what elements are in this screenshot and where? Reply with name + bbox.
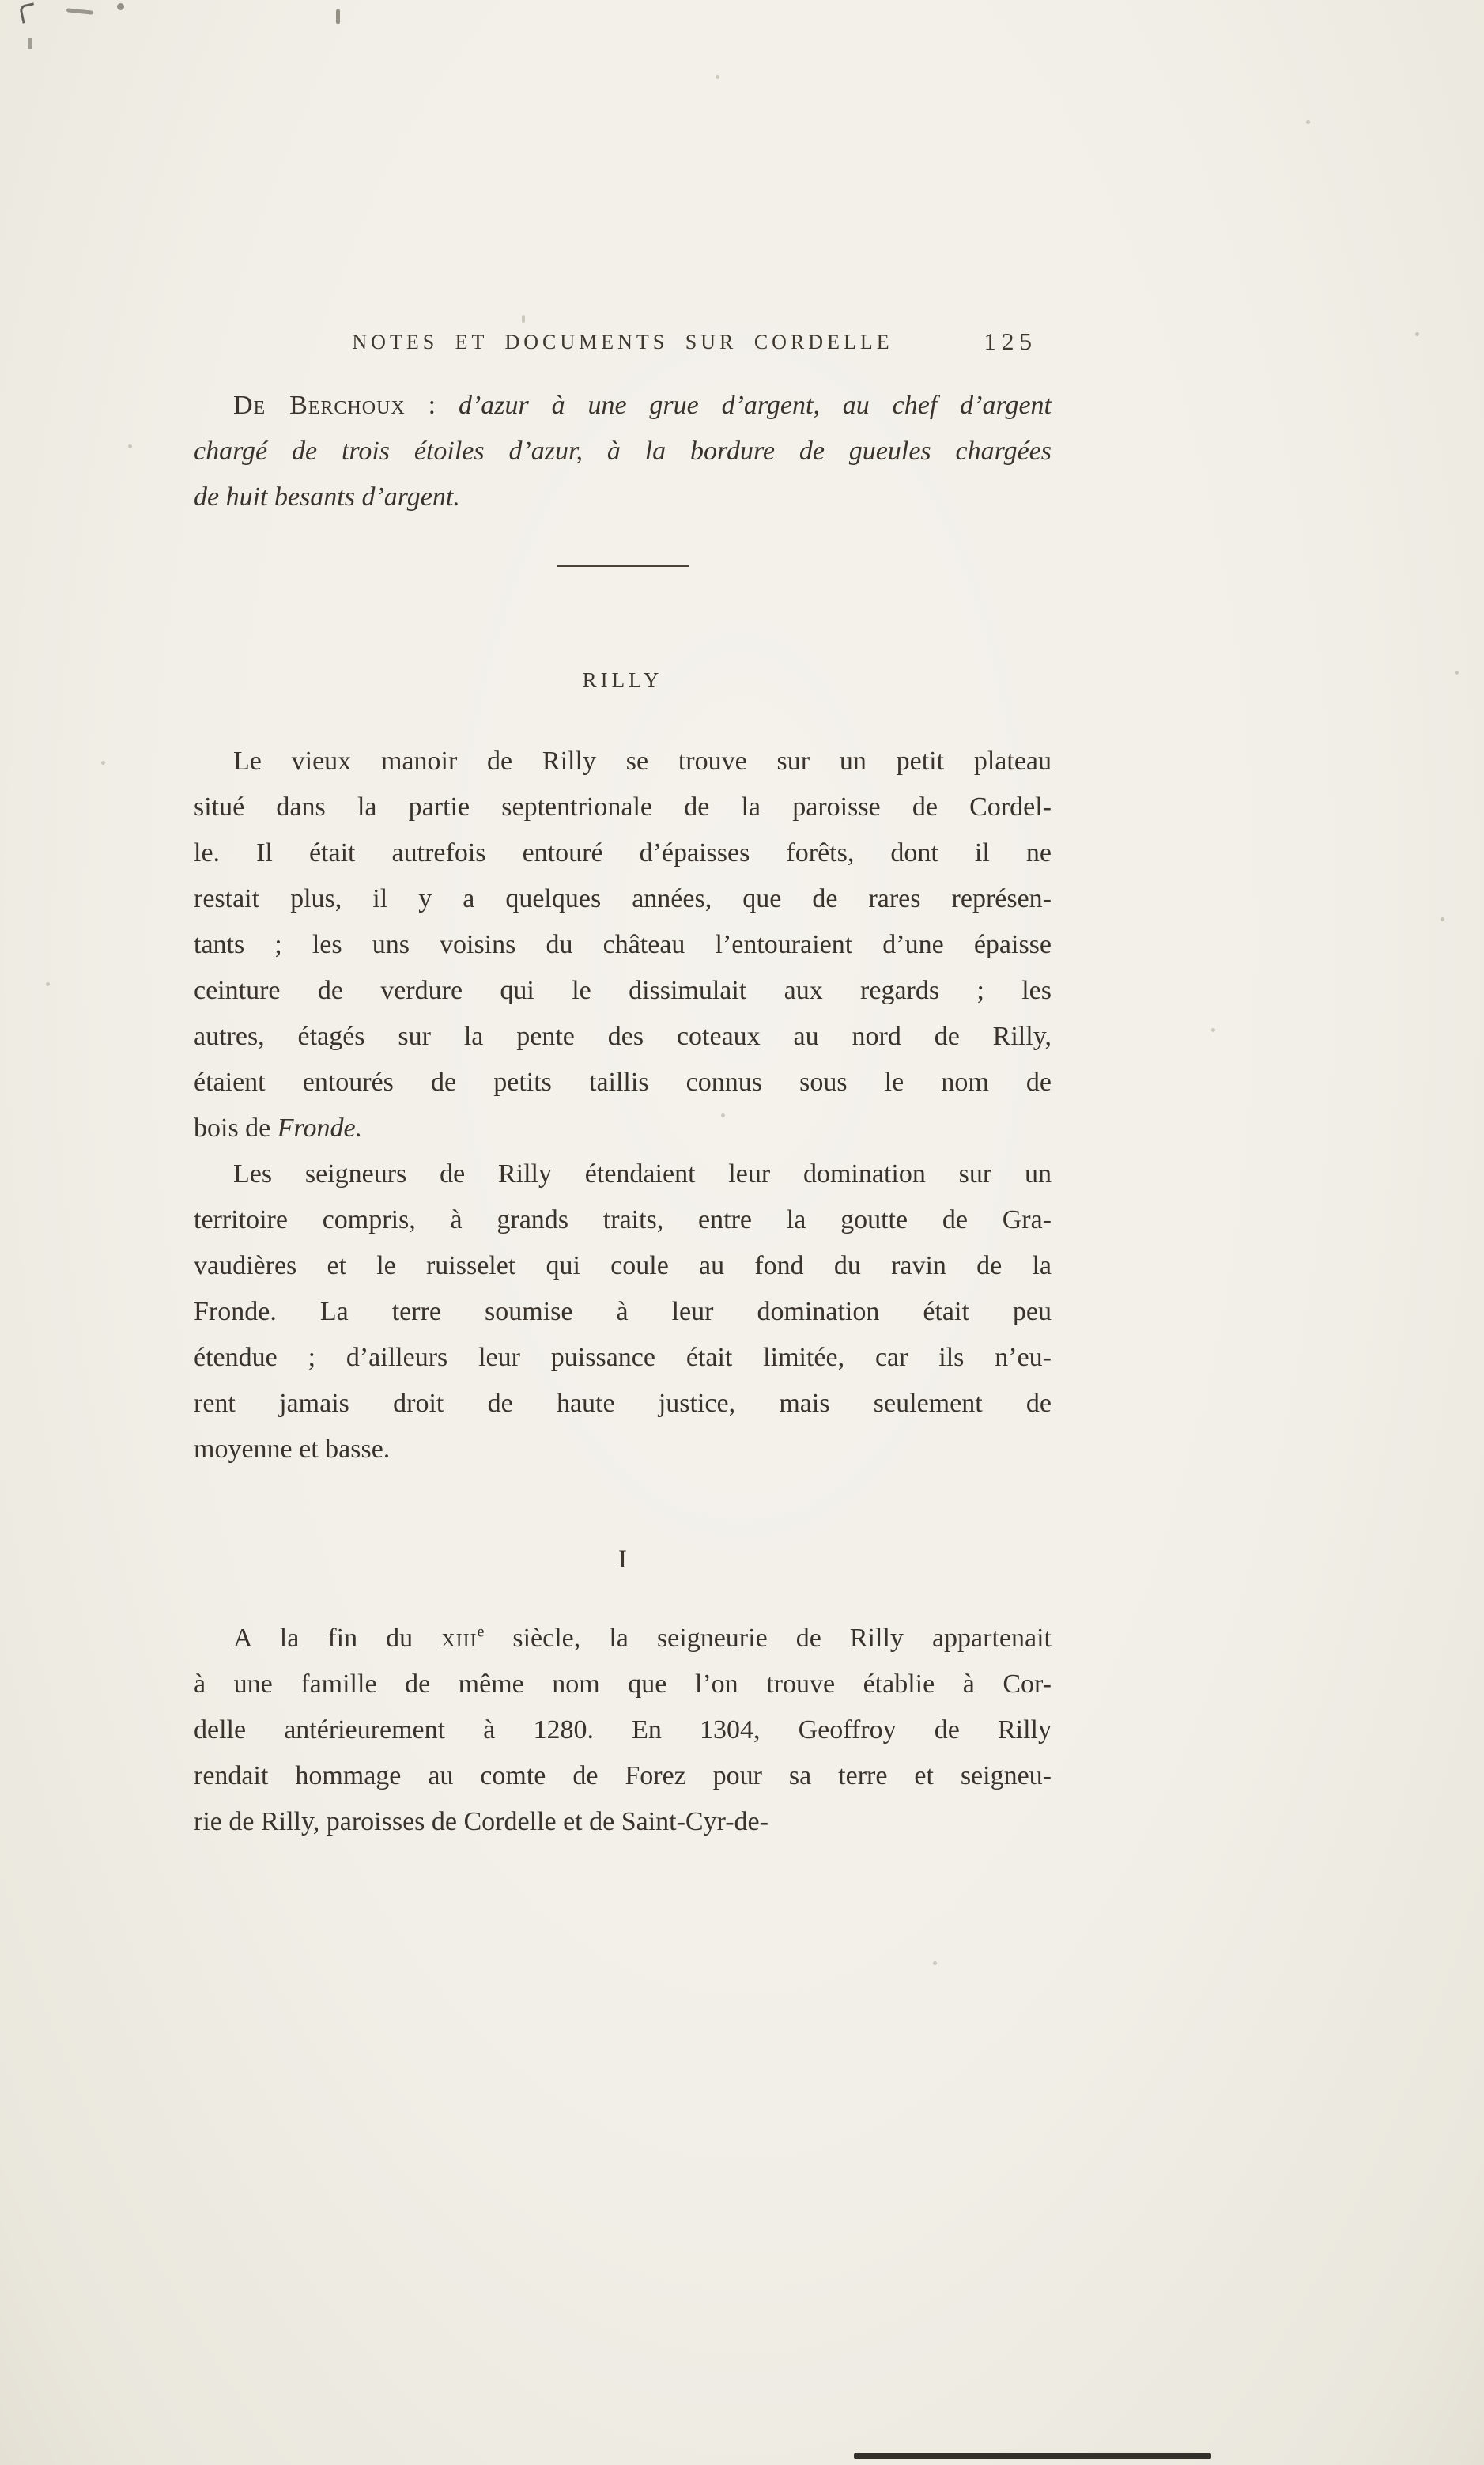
- text-line: rent jamais droit de haute justice, mais seulement de: [194, 1389, 1052, 1418]
- blazon-first-line: [194, 383, 1052, 429]
- text-line: tants ; les uns voisins du château l’entouraient d’une épaisse: [194, 930, 1052, 959]
- text-run: bois de: [194, 1113, 278, 1143]
- text-line: moyenne et basse.: [194, 1435, 391, 1464]
- blazon-lines: [194, 429, 1052, 520]
- blazon-text: d’azur à une grue d’argent, au chef d’argent: [458, 391, 1052, 420]
- paragraph-rilly-2: [194, 1151, 1052, 1473]
- blazon-paragraph: [194, 383, 1052, 520]
- paragraph-lines: [194, 1151, 1052, 1473]
- running-header: [194, 327, 1052, 364]
- scan-speck: [101, 761, 105, 765]
- separator: :: [405, 391, 459, 420]
- text-line: le. Il était autrefois entouré d’épaisses forêts, dont il ne: [194, 838, 1052, 868]
- text-line: autres, étagés sur la pente des coteaux au nord de Rilly,: [194, 1022, 1052, 1051]
- text-line: à une famille de même nom que l’on trouve établie à Cor-: [194, 1669, 1052, 1699]
- century-numeral: xiii: [441, 1624, 478, 1653]
- page-number: 125: [984, 327, 1037, 355]
- text-run: A la fin du: [233, 1624, 442, 1653]
- paragraph-lines: [194, 1662, 1052, 1845]
- text-run: siècle, la seigneurie de Rilly appartenait: [484, 1624, 1052, 1653]
- header-title: NOTES ET DOCUMENTS SUR CORDELLE: [352, 331, 893, 353]
- text-line: vaudières et le ruisselet qui coule au fond du ravin de la: [194, 1251, 1052, 1280]
- section-divider: [557, 565, 689, 567]
- paragraph-lines: [194, 739, 1052, 1106]
- text-line: territoire compris, à grands traits, entre la goutte de Gra-: [194, 1205, 1052, 1234]
- text-line: Les seigneurs de Rilly étendaient leur domination sur un: [233, 1159, 1052, 1189]
- text-line: restait plus, il y a quelques années, que de rares représen-: [194, 884, 1052, 913]
- section-heading-one: I: [618, 1545, 627, 1574]
- scan-speck: [1415, 332, 1419, 336]
- scan-speck: [933, 1961, 937, 1965]
- text-line: Le vieux manoir de Rilly se trouve sur un petit plateau: [233, 747, 1052, 776]
- text-line: étendue ; d’ailleurs leur puissance était limitée, car ils n’eu-: [194, 1343, 1052, 1372]
- scan-mark: [66, 8, 93, 15]
- text-line: [194, 1616, 1052, 1662]
- scan-speck: [128, 444, 132, 448]
- text-line: rie de Rilly, paroisses de Cordelle et de Saint-Cyr-de-: [194, 1807, 768, 1836]
- scan-speck: [1441, 917, 1444, 921]
- scan-speck: [1211, 1028, 1215, 1032]
- text-line: Fronde. La terre soumise à leur domination était peu: [194, 1297, 1052, 1326]
- scan-mark: [117, 3, 124, 10]
- text-run-italic: Fronde.: [277, 1113, 363, 1143]
- scan-speck: [1455, 671, 1459, 675]
- text-line: ceinture de verdure qui le dissimulait aux regards ; les: [194, 976, 1052, 1005]
- text-line: étaient entourés de petits taillis connus sous le nom de: [194, 1068, 1052, 1097]
- text-line: delle antérieurement à 1280. En 1304, Geoffroy de Rilly: [194, 1715, 1052, 1745]
- text-column: [194, 0, 1052, 1845]
- text-line: rendait hommage au comte de Forez pour sa terre et seigneu-: [194, 1761, 1052, 1790]
- scan-speck: [46, 982, 50, 986]
- scan-mark: [28, 38, 32, 49]
- scan-mark: [19, 2, 37, 23]
- century-superscript: e: [477, 1623, 485, 1641]
- text-line: [194, 1106, 1052, 1151]
- text-line: situé dans la partie septentrionale de la paroisse de Cordel-: [194, 792, 1052, 822]
- section-heading-rilly: RILLY: [582, 668, 663, 692]
- family-name: De Berchoux: [233, 391, 406, 420]
- text-line: de huit besants d’argent.: [194, 482, 460, 512]
- paragraph-section-1: [194, 1616, 1052, 1845]
- scan-edge-line: [854, 2453, 1211, 2459]
- paragraph-rilly-1: [194, 739, 1052, 1151]
- text-line: chargé de trois étoiles d’azur, à la bordure de gueules chargées: [194, 437, 1052, 466]
- scan-speck: [1306, 120, 1310, 124]
